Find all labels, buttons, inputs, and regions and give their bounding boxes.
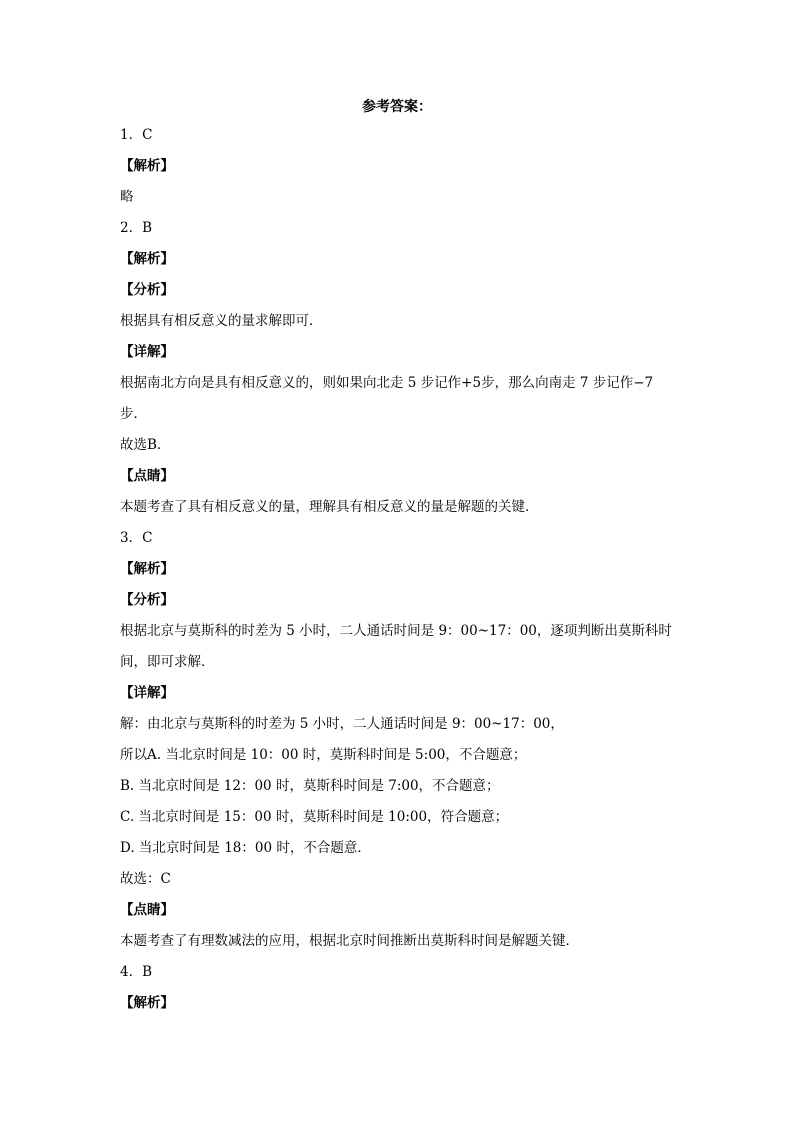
body-text: 根据具有相反意义的量求解即可． (120, 313, 323, 329)
body-text: 略 (120, 189, 134, 205)
section-heading-fenxi: 【分析】 (120, 592, 174, 608)
page-title: 参考答案： (362, 99, 432, 115)
section-heading-analysis: 【解析】 (120, 995, 174, 1011)
body-text: 本题考查了具有相反意义的量，理解具有相反意义的量是解题的关键． (120, 499, 539, 515)
body-text: 间，即可求解． (120, 654, 215, 670)
answer-number: 4．B (120, 964, 153, 980)
body-text: C. 当北京时间是 15：00 时，莫斯科时间是 10:00，符合题意； (120, 809, 509, 825)
section-heading-comment: 【点睛】 (120, 902, 174, 918)
body-text: 解：由北京与莫斯科的时差为 5 小时，二人通话时间是 9：00~17：00， (120, 716, 564, 732)
body-text: 本题考查了有理数减法的应用，根据北京时间推断出莫斯科时间是解题关键． (120, 933, 579, 949)
body-text: 故选：C (120, 871, 171, 887)
section-heading-detail: 【详解】 (120, 344, 174, 360)
section-heading-analysis: 【解析】 (120, 158, 174, 174)
section-heading-fenxi: 【分析】 (120, 282, 174, 298)
section-heading-analysis: 【解析】 (120, 561, 174, 577)
body-text: 故选B． (120, 437, 171, 453)
body-text: 根据北京与莫斯科的时差为 5 小时，二人通话时间是 9：00~17：00，逐项判断出莫斯科时 (120, 623, 672, 639)
answer-number: 1．C (120, 127, 153, 143)
section-heading-comment: 【点睛】 (120, 468, 174, 484)
body-text: 根据南北方向是具有相反意义的，则如果向北走 5 步记作+5步，那么向南走 7 步记作−7 (120, 375, 654, 391)
section-heading-analysis: 【解析】 (120, 251, 174, 267)
body-text: 所以A. 当北京时间是 10：00 时，莫斯科时间是 5:00，不合题意； (120, 747, 527, 763)
section-heading-detail: 【详解】 (120, 685, 174, 701)
body-text: 步． (120, 406, 147, 422)
answer-number: 3．C (120, 530, 153, 546)
answer-number: 2．B (120, 220, 153, 236)
body-text: B. 当北京时间是 12：00 时，莫斯科时间是 7:00，不合题意； (120, 778, 500, 794)
body-text: D. 当北京时间是 18：00 时，不合题意． (120, 840, 371, 856)
answer-content (120, 120, 680, 1019)
